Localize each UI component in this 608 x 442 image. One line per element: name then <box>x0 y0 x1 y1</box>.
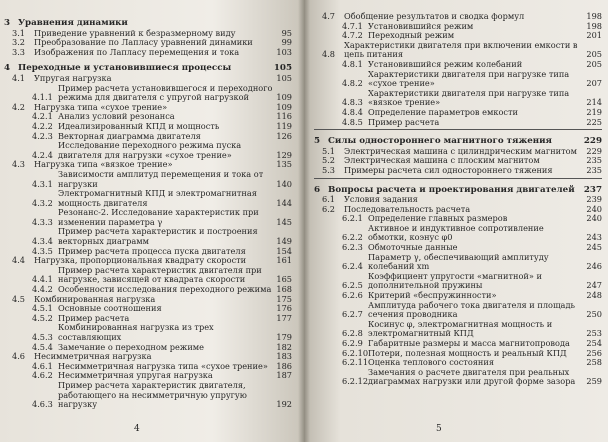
chapter-rule <box>314 129 602 130</box>
toc-number: 4.6 <box>12 351 26 362</box>
toc-page: 259 <box>586 376 602 387</box>
toc-number: 4.2.1 <box>32 111 53 122</box>
toc-title: Изображения по Лапласу перемещения и тока <box>34 46 240 57</box>
toc-page: 198 <box>586 20 602 31</box>
toc-page: 168 <box>276 284 292 295</box>
toc-number: 4.5.1 <box>32 303 53 314</box>
toc-page: 240 <box>586 213 602 224</box>
toc-page: 256 <box>586 347 602 358</box>
toc-title: Особенности исследования переходного режима <box>58 284 272 295</box>
toc-number: 3 <box>4 18 11 28</box>
toc-page: 192 <box>276 399 292 410</box>
toc-page: 109 <box>276 101 292 112</box>
toc-page: 219 <box>586 106 602 117</box>
toc-number: 4.7.2 <box>342 30 363 41</box>
toc-title: Последовательность расчета <box>344 203 471 214</box>
toc-number: 4.5 <box>12 293 26 304</box>
toc-subsection <box>314 253 602 272</box>
toc-page: 198 <box>586 11 602 21</box>
toc-title: Активное и индуктивное сопротивление обмотки, коэнус φ0 <box>368 222 544 243</box>
toc-page: 235 <box>586 164 602 175</box>
toc-number: 4.4.2 <box>32 284 53 295</box>
toc-title: Нагрузка, пропорциональная квадрату скорости <box>34 255 247 266</box>
toc-number: 4.3.3 <box>32 216 53 227</box>
toc-number: 4.6.1 <box>32 360 53 371</box>
toc-title: Габаритные размеры и масса магнитопровода <box>368 338 570 348</box>
toc-number: 4.4.1 <box>32 274 53 285</box>
toc-title: Замечание о переходном режиме <box>58 341 205 352</box>
toc-number: 4.7 <box>322 11 336 21</box>
toc-subsection <box>4 266 292 285</box>
toc-number: 4.2.2 <box>32 120 53 131</box>
toc-subsection <box>314 118 602 128</box>
toc-number: 4 <box>4 63 11 74</box>
toc-page: 248 <box>586 290 602 301</box>
toc-subsection <box>4 381 292 410</box>
toc-title: Несимметричная нагрузка <box>34 351 152 362</box>
toc-number: 4.6.2 <box>32 370 53 381</box>
toc-subsection <box>4 170 292 189</box>
toc-page: 205 <box>586 58 602 69</box>
toc-page: 116 <box>276 111 292 122</box>
toc-number: 3.2 <box>12 37 26 48</box>
toc-title: Амплитуда рабочего тока двигателя и площадь сечения проводника <box>368 299 575 320</box>
toc-page: 254 <box>586 338 602 348</box>
toc-title: Электрическая машина с плоским магнитом <box>344 155 540 166</box>
toc-title: Установившийся режим <box>368 20 474 31</box>
toc-page: 205 <box>586 49 602 60</box>
toc-title: Пример расчета <box>368 116 440 127</box>
toc-title: Характеристики двигателя при включении емкости в цепь питания <box>344 39 578 60</box>
toc-number: 6.2.6 <box>342 290 363 301</box>
toc-title: Уравнения динамики <box>18 18 128 28</box>
toc-title: Вопросы расчета и проектирования двигателей <box>328 184 575 195</box>
toc-title: Оценка теплового состояния <box>368 357 495 368</box>
toc-page: 135 <box>276 159 292 170</box>
toc-page: 126 <box>276 130 292 141</box>
toc-number: 4.8.1 <box>342 58 363 69</box>
toc-page: 179 <box>276 332 292 342</box>
toc-page: 229 <box>586 145 602 156</box>
toc-number: 4.2.3 <box>32 130 53 141</box>
toc-number: 5.3 <box>322 164 336 175</box>
toc-number: 6.2 <box>322 203 336 214</box>
toc-title: Несимметричная упругая нагрузка <box>58 370 213 381</box>
toc-page: 225 <box>586 116 602 127</box>
toc-title: Переходный режим <box>368 30 455 41</box>
toc-section <box>4 48 292 58</box>
toc-subsection <box>4 189 292 208</box>
toc-title: Упругая нагрузка <box>34 72 112 83</box>
toc-number: 6 <box>314 184 321 195</box>
toc-title: Пример расчета характеристик двигателя при нагрузке, зависящей от квадрата скорости <box>58 264 262 285</box>
toc-number: 4.3.4 <box>32 236 53 247</box>
toc-number: 4.2.4 <box>32 149 53 160</box>
toc-left <box>4 19 292 410</box>
toc-title: Коэффициент упругости «магнитной» и дополнительной пружины <box>368 270 542 291</box>
toc-page: 105 <box>273 63 292 74</box>
toc-page: 240 <box>586 203 602 214</box>
toc-number: 4.3.5 <box>32 245 53 256</box>
toc-subsection <box>314 89 602 108</box>
toc-title: Критерий «беспружинности» <box>368 290 497 301</box>
toc-number: 6.2.5 <box>342 280 363 291</box>
toc-number: 4.8.2 <box>342 78 363 89</box>
toc-page: 119 <box>276 120 292 131</box>
toc-page: 207 <box>586 78 602 89</box>
toc-number: 6.2.7 <box>342 309 363 320</box>
toc-title: Векторная диаграмма двигателя <box>58 130 201 141</box>
toc-number: 4.1.1 <box>32 92 53 103</box>
toc-page: 182 <box>276 341 292 352</box>
toc-page: 235 <box>586 155 602 166</box>
toc-title: Резонанс-2. Исследование характеристик при изменении параметра γ <box>58 207 259 227</box>
toc-title: Определение главных размеров <box>368 213 508 224</box>
toc-title: Нагрузка типа «сухое трение» <box>34 101 168 112</box>
toc-number: 6.2.3 <box>342 242 363 253</box>
toc-number: 4.5.3 <box>32 332 53 342</box>
toc-number: 4.5.4 <box>32 341 53 352</box>
chapter-rule <box>314 178 602 179</box>
toc-title: Преобразование по Лапласу уравнений динамики <box>34 37 253 48</box>
toc-title: Анализ условий резонанса <box>58 111 175 122</box>
toc-number: 6.1 <box>322 194 336 205</box>
toc-page: 161 <box>276 255 292 266</box>
toc-subsection <box>314 224 602 243</box>
right-page-number: 5 <box>436 424 442 434</box>
toc-title: Пример расчета характеристик и построения векторных диаграмм <box>58 226 258 247</box>
toc-page: 243 <box>586 232 602 243</box>
toc-subsection <box>314 301 602 320</box>
toc-subsection <box>4 141 292 160</box>
toc-title: Установившийся режим колебаний <box>368 58 523 69</box>
toc-number: 4.1 <box>12 72 26 83</box>
toc-number: 4.5.2 <box>32 312 53 323</box>
toc-subsection <box>4 208 292 227</box>
toc-number: 4.7.1 <box>342 20 363 31</box>
toc-page: 176 <box>276 303 292 314</box>
toc-page: 229 <box>583 136 602 147</box>
toc-subsection <box>4 227 292 246</box>
toc-title: Косинус φ, электромагнитная мощность и электромагнитный КПД <box>368 318 553 339</box>
toc-subsection <box>314 368 602 387</box>
toc-number: 4.8.3 <box>342 97 363 108</box>
toc-number: 6.2.12 <box>342 376 369 387</box>
toc-page: 154 <box>276 245 292 256</box>
toc-title: Комбинированная нагрузка из трех составляющих <box>58 322 214 342</box>
toc-page: 258 <box>586 357 602 368</box>
book-gutter <box>298 0 310 442</box>
toc-number: 4.8.4 <box>342 106 363 117</box>
toc-page: 105 <box>276 72 292 83</box>
toc-page: 103 <box>276 46 292 57</box>
toc-number: 6.2.10 <box>342 347 369 358</box>
toc-title: Исследование переходного режима пуска двигателя для нагрузки «сухое трение» <box>58 140 242 160</box>
toc-page: 149 <box>276 236 292 247</box>
toc-page: 253 <box>586 328 602 339</box>
toc-number: 6.2.8 <box>342 328 363 339</box>
toc-number: 6.2.11 <box>342 357 369 368</box>
toc-title: Переходные и установившиеся процессы <box>18 63 232 74</box>
toc-page: 145 <box>276 216 292 227</box>
toc-page: 247 <box>586 280 602 291</box>
toc-title: Обобщение результатов и сводка формул <box>344 11 525 21</box>
toc-page: 95 <box>281 27 292 38</box>
toc-section <box>314 166 602 176</box>
toc-subsection <box>4 323 292 342</box>
toc-title: Комбинированная нагрузка <box>34 293 156 304</box>
toc-subsection <box>314 272 602 291</box>
toc-title: Пример расчета процесса пуска двигателя <box>58 245 246 256</box>
toc-title: Силы одностороннего магнитного тяжения <box>328 136 552 147</box>
toc-title: Идеализированный КПД и мощность <box>58 120 220 131</box>
toc-section <box>314 41 602 60</box>
toc-title: Пример расчета <box>58 312 130 323</box>
toc-page: 183 <box>276 351 292 362</box>
toc-title: Зависимости амплитуд перемещения и тока от нагрузки <box>58 168 264 189</box>
toc-title: Электрическая машина с цилиндрическим магнитом <box>344 145 577 156</box>
toc-number: 3.3 <box>12 46 26 57</box>
toc-number: 4.3 <box>12 159 26 170</box>
toc-page: 177 <box>276 312 292 323</box>
toc-page: 245 <box>586 242 602 253</box>
toc-number: 5.2 <box>322 155 336 166</box>
toc-page: 144 <box>276 197 292 208</box>
toc-title: Электромагнитный КПД и электромагнитная мощность двигателя <box>58 188 257 208</box>
toc-title: Потери, полезная мощность и реальный КПД <box>368 347 567 358</box>
toc-number: 6.2.2 <box>342 232 363 243</box>
toc-page: 187 <box>276 370 292 381</box>
toc-number: 4.6.3 <box>32 399 53 410</box>
toc-title: Приведение уравнений к безразмерному виду <box>34 27 236 38</box>
toc-subsection <box>314 70 602 89</box>
toc-page: 246 <box>586 261 602 272</box>
toc-number: 3.1 <box>12 27 26 38</box>
toc-page: 237 <box>583 184 602 195</box>
toc-title: Пример расчета характеристик двигателя, работающего на несимметричную упругую нагрузку <box>58 379 247 410</box>
toc-page: 239 <box>586 194 602 205</box>
right-page <box>304 0 608 442</box>
toc-page: 250 <box>586 309 602 320</box>
toc-number: 4.3.2 <box>32 197 53 208</box>
toc-page: 186 <box>276 360 292 371</box>
toc-title: Параметр γ, обеспечивающий амплитуду колебаний xm <box>368 251 549 272</box>
toc-number: 6.2.1 <box>342 213 363 224</box>
toc-page: 109 <box>276 92 292 103</box>
toc-number: 5.1 <box>322 145 336 156</box>
toc-number: 4.8.5 <box>342 116 363 127</box>
left-page-number: 4 <box>134 424 140 434</box>
toc-page: 99 <box>281 37 292 48</box>
toc-number: 6.2.4 <box>342 261 363 272</box>
toc-title: Несимметричная нагрузка типа «сухое трение» <box>58 360 268 371</box>
toc-number: 4.4 <box>12 255 26 266</box>
toc-right <box>314 12 602 387</box>
toc-title: Пример расчета установившегося и переходного режима для двигателя с упругой нагрузкой <box>58 82 273 103</box>
toc-page: 201 <box>586 30 602 41</box>
toc-subsection <box>4 84 292 103</box>
toc-number: 4.2 <box>12 101 26 112</box>
toc-page: 140 <box>276 178 292 189</box>
toc-page: 165 <box>276 274 292 285</box>
toc-page: 129 <box>276 149 292 160</box>
toc-title: Характеристики двигателя при нагрузке типа «вязкое трение» <box>368 87 570 108</box>
toc-title: Характеристики двигателя при нагрузке типа «сухое трение» <box>368 68 570 89</box>
toc-title: Определение параметров емкости <box>368 106 518 117</box>
toc-number: 5 <box>314 136 321 147</box>
toc-subsection <box>314 320 602 339</box>
toc-number: 6.2.9 <box>342 338 363 348</box>
toc-page: 175 <box>276 293 292 304</box>
toc-title: Обмоточные данные <box>368 242 458 253</box>
toc-page: 214 <box>586 97 602 108</box>
toc-number: 4.8 <box>322 49 336 60</box>
toc-title: Условия задания <box>344 194 418 205</box>
toc-title: Нагрузка типа «вязкое трение» <box>34 159 173 170</box>
toc-title: Замечания о расчете двигателя при реальных диаграммах нагрузки или другой форме зазора <box>368 366 576 387</box>
toc-title: Примеры расчета сил одностороннего тяжения <box>344 164 553 175</box>
toc-title: Основные соотношения <box>58 303 162 314</box>
toc-number: 4.3.1 <box>32 178 53 189</box>
